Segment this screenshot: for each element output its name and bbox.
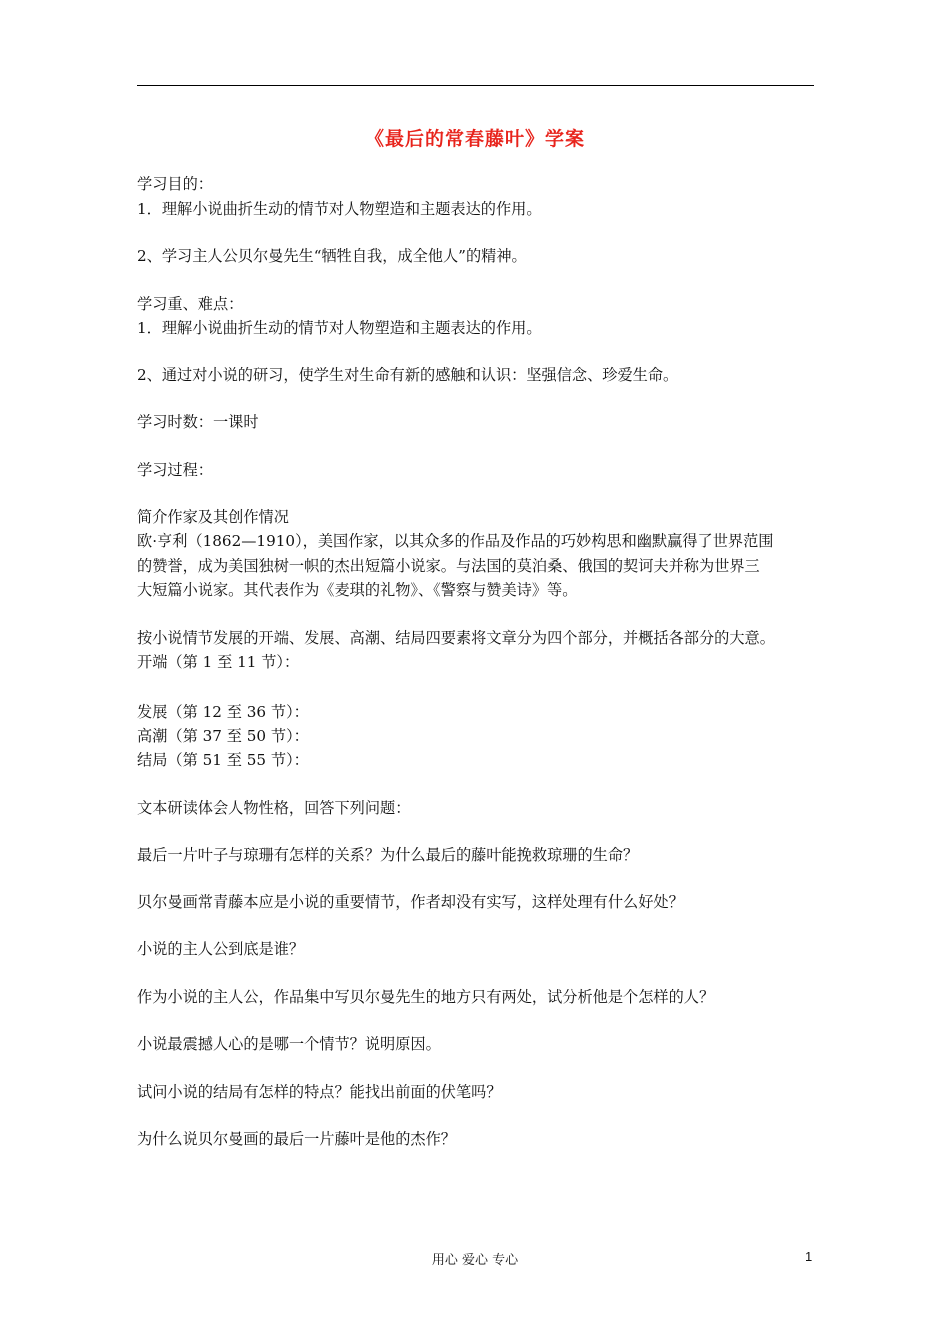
document-title: 《最后的常春藤叶》学案 bbox=[364, 128, 585, 150]
study-hours: 学习时数：一课时 bbox=[137, 413, 259, 431]
key-point-2: 2、通过对小说的研习，使学生对生命有新的感触和认识：坚强信念、珍爱生命。 bbox=[137, 366, 679, 384]
author-heading: 简介作家及其创作情况 bbox=[137, 508, 289, 526]
author-paragraph-line: 欧·亨利（1862—1910），美国作家，以其众多的作品及作品的巧妙构思和幽默赢得了世界范围 bbox=[137, 532, 774, 550]
question-5: 小说最震撼人心的是哪一个情节？说明原因。 bbox=[137, 1035, 441, 1053]
plot-part-development: 发展（第 12 至 36 节）： bbox=[137, 703, 309, 721]
question-1: 最后一片叶子与琼珊有怎样的关系？为什么最后的藤叶能挽救琼珊的生命？ bbox=[137, 846, 639, 864]
plot-part-beginning: 开端（第 1 至 11 节）： bbox=[137, 653, 300, 671]
study-heading: 文本研读体会人物性格，回答下列问题： bbox=[137, 799, 411, 817]
question-6: 试问小说的结局有怎样的特点？能找出前面的伏笔吗？ bbox=[137, 1083, 502, 1101]
question-7: 为什么说贝尔曼画的最后一片藤叶是他的杰作？ bbox=[137, 1130, 456, 1148]
plot-intro: 按小说情节发展的开端、发展、高潮、结局四要素将文章分为四个部分，并概括各部分的大意。 bbox=[137, 629, 775, 647]
plot-part-climax: 高潮（第 37 至 50 节）： bbox=[137, 727, 309, 745]
plot-part-ending: 结局（第 51 至 55 节）： bbox=[137, 751, 309, 769]
process-heading: 学习过程： bbox=[137, 461, 213, 479]
footer-motto: 用心 爱心 专心 bbox=[431, 1253, 519, 1268]
author-paragraph-line: 的赞誉，成为美国独树一帜的杰出短篇小说家。与法国的莫泊桑、俄国的契诃夫并称为世界三 bbox=[137, 557, 760, 575]
goal-1: 1．理解小说曲折生动的情节对人物塑造和主题表达的作用。 bbox=[137, 200, 542, 218]
key-heading: 学习重、难点： bbox=[137, 295, 244, 313]
question-2: 贝尔曼画常青藤本应是小说的重要情节，作者却没有实写，这样处理有什么好处？ bbox=[137, 893, 684, 911]
goal-2: 2、学习主人公贝尔曼先生“牺牲自我，成全他人”的精神。 bbox=[137, 247, 527, 265]
key-point-1: 1．理解小说曲折生动的情节对人物塑造和主题表达的作用。 bbox=[137, 319, 542, 337]
goals-heading: 学习目的： bbox=[137, 175, 213, 193]
question-3: 小说的主人公到底是谁？ bbox=[137, 940, 305, 958]
page-number: 1 bbox=[805, 1249, 813, 1264]
header-rule bbox=[137, 85, 814, 86]
author-paragraph-line: 大短篇小说家。其代表作为《麦琪的礼物》、《警察与赞美诗》等。 bbox=[137, 581, 578, 599]
question-4: 作为小说的主人公，作品集中写贝尔曼先生的地方只有两处，试分析他是个怎样的人？ bbox=[137, 988, 715, 1006]
